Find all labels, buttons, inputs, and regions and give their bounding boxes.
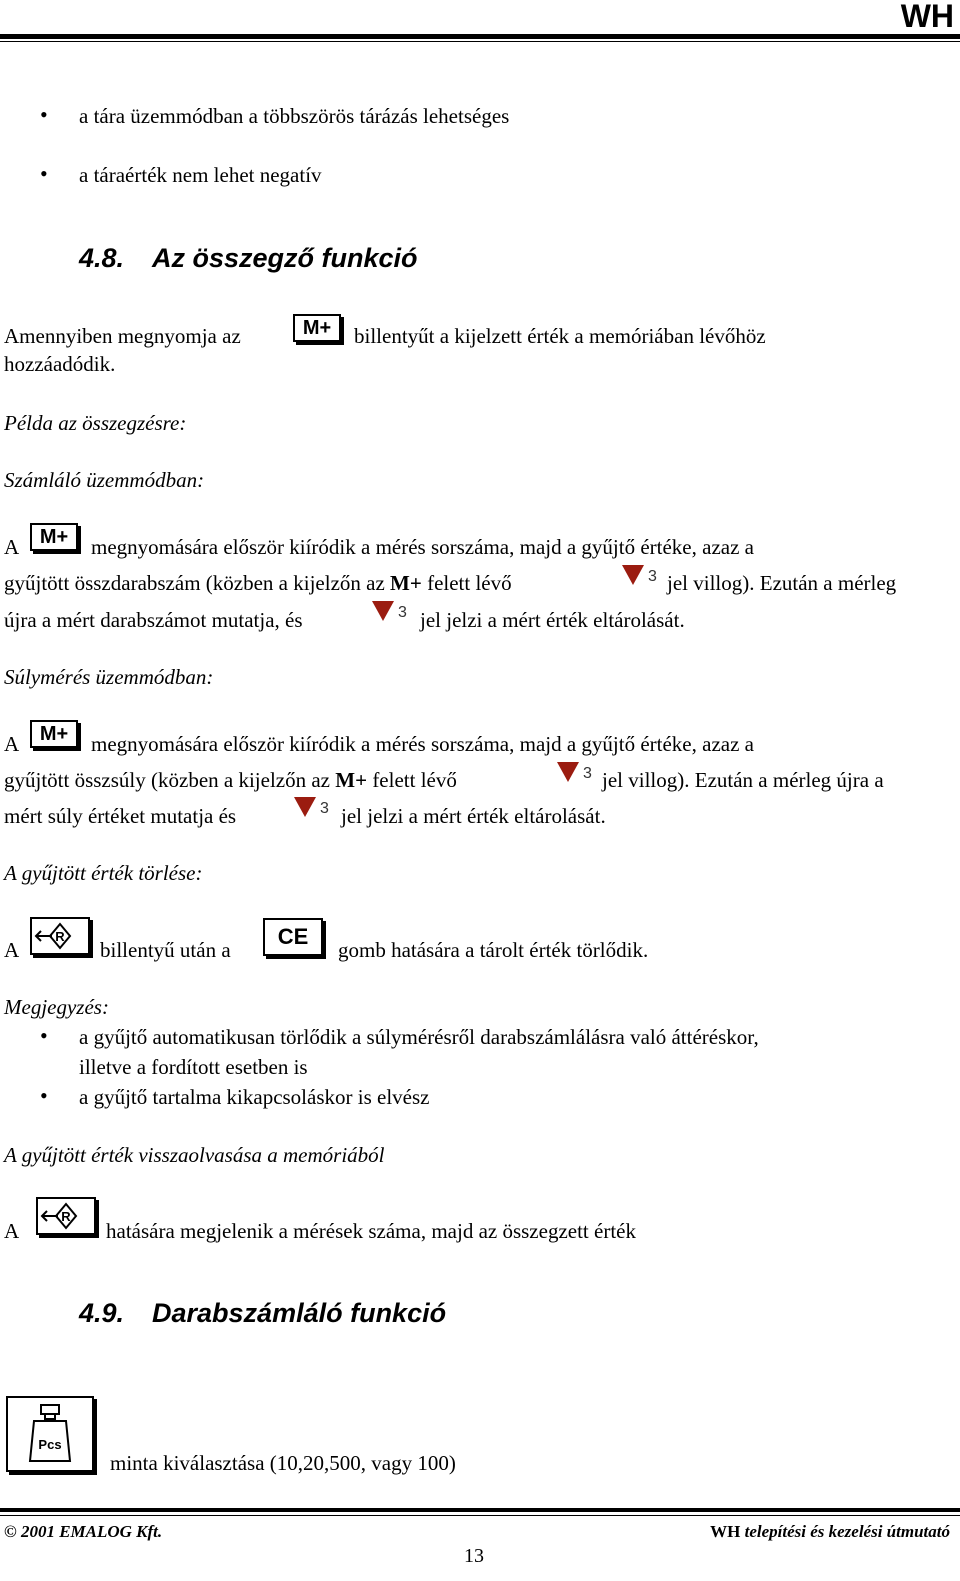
paragraph-text: mért súly értéket mutatja és <box>4 804 237 828</box>
svg-text:R: R <box>55 929 65 944</box>
indicator-triangle-icon <box>292 795 334 821</box>
bullet-icon: • <box>40 1023 48 1048</box>
weighing-heading: Súlymérés üzemmódban: <box>4 665 214 689</box>
paragraph-text: billentyű után a <box>100 938 231 962</box>
indicator-number: 3 <box>398 604 407 621</box>
paragraph-text: Amennyiben megnyomja az <box>4 324 241 348</box>
counting-heading: Számláló üzemmódban: <box>4 468 205 492</box>
header-rule-thin <box>0 41 960 42</box>
footer-copyright: © 2001 EMALOG Kft. <box>4 1522 163 1541</box>
list-item: a gyűjtő tartalma kikapcsoláskor is elvész <box>79 1085 430 1109</box>
indicator-triangle-icon <box>555 760 597 786</box>
note-heading: Megjegyzés: <box>4 995 109 1019</box>
svg-text:Pcs: Pcs <box>38 1437 62 1452</box>
footer-rule <box>0 1508 960 1512</box>
paragraph-text: megnyomására először kiíródik a mérés sorszáma, majd a gyűjtő értéke, azaz a <box>91 732 754 756</box>
indicator-number: 3 <box>320 800 329 817</box>
list-item: a táraérték nem lehet negatív <box>79 163 322 187</box>
paragraph-text: jel villog). Ezután a mérleg újra a <box>602 768 884 792</box>
section-number: 4.9. <box>79 1298 125 1328</box>
list-item: a tára üzemmódban a többszörös tárázás lehetséges <box>79 104 510 128</box>
indicator-triangle-icon <box>370 599 412 625</box>
section-number: 4.8. <box>79 243 125 273</box>
paragraph-text: gyűjtött összdarabszám (közben a kijelzőn az M+ felett lévő <box>4 571 512 595</box>
paragraph-text: újra a mért darabszámot mutatja, és <box>4 608 303 632</box>
sample-text: minta kiválasztása (10,20,500, vagy 100) <box>110 1451 456 1475</box>
paragraph-text: hozzáadódik. <box>4 352 116 376</box>
paragraph-text: billentyűt a kijelzett érték a memóriában lévőhöz <box>354 324 766 348</box>
paragraph-text: gyűjtött összsúly (közben a kijelzőn az M+ felett lévő <box>4 768 457 792</box>
section-title: Darabszámláló funkció <box>152 1298 447 1328</box>
paragraph-text: jel villog). Ezután a mérleg <box>667 571 897 595</box>
header-logo: WH <box>900 0 954 34</box>
section-title: Az összegző funkció <box>152 243 418 273</box>
bullet-icon: • <box>40 102 48 127</box>
paragraph-text: gomb hatására a tárolt érték törlődik. <box>338 938 649 962</box>
recall-key-icon <box>36 1197 96 1235</box>
clear-heading: A gyűjtött érték törlése: <box>4 861 203 885</box>
recall-key-icon <box>30 917 90 955</box>
indicator-number: 3 <box>583 765 592 782</box>
paragraph-text: A <box>4 938 20 962</box>
list-item: illetve a fordított esetben is <box>79 1055 308 1079</box>
paragraph-text: megnyomására először kiíródik a mérés sorszáma, majd a gyűjtő értéke, azaz a <box>91 535 754 559</box>
m-plus-key-icon: M+ <box>30 523 78 551</box>
bullet-icon: • <box>40 1083 48 1108</box>
ce-key-icon: CE <box>263 918 323 956</box>
paragraph-text: jel jelzi a mért érték eltárolását. <box>341 804 606 828</box>
paragraph-text: A <box>4 535 20 559</box>
paragraph-text: A <box>4 732 20 756</box>
list-item: a gyűjtő automatikusan törlődik a súlymérésről darabszámlálásra való áttéréskor, <box>79 1025 759 1049</box>
indicator-number: 3 <box>648 568 657 585</box>
page-number: 13 <box>464 1545 484 1567</box>
m-plus-key-icon: M+ <box>293 314 341 342</box>
paragraph-text: hatására megjelenik a mérések száma, majd az összegzett érték <box>106 1219 636 1243</box>
svg-text:R: R <box>61 1209 71 1224</box>
indicator-triangle-icon <box>620 563 662 589</box>
footer-title: WH telepítési és kezelési útmutató <box>710 1522 950 1541</box>
paragraph-text: A <box>4 1219 20 1243</box>
m-plus-key-icon: M+ <box>30 720 78 748</box>
header-rule <box>0 34 960 39</box>
example-heading: Példa az összegzésre: <box>4 411 187 435</box>
footer-rule-thin <box>0 1515 960 1516</box>
readback-heading: A gyűjtött érték visszaolvasása a memóriából <box>4 1143 385 1167</box>
paragraph-text: jel jelzi a mért érték eltárolását. <box>420 608 685 632</box>
pcs-key-icon <box>6 1396 94 1472</box>
bullet-icon: • <box>40 161 48 186</box>
